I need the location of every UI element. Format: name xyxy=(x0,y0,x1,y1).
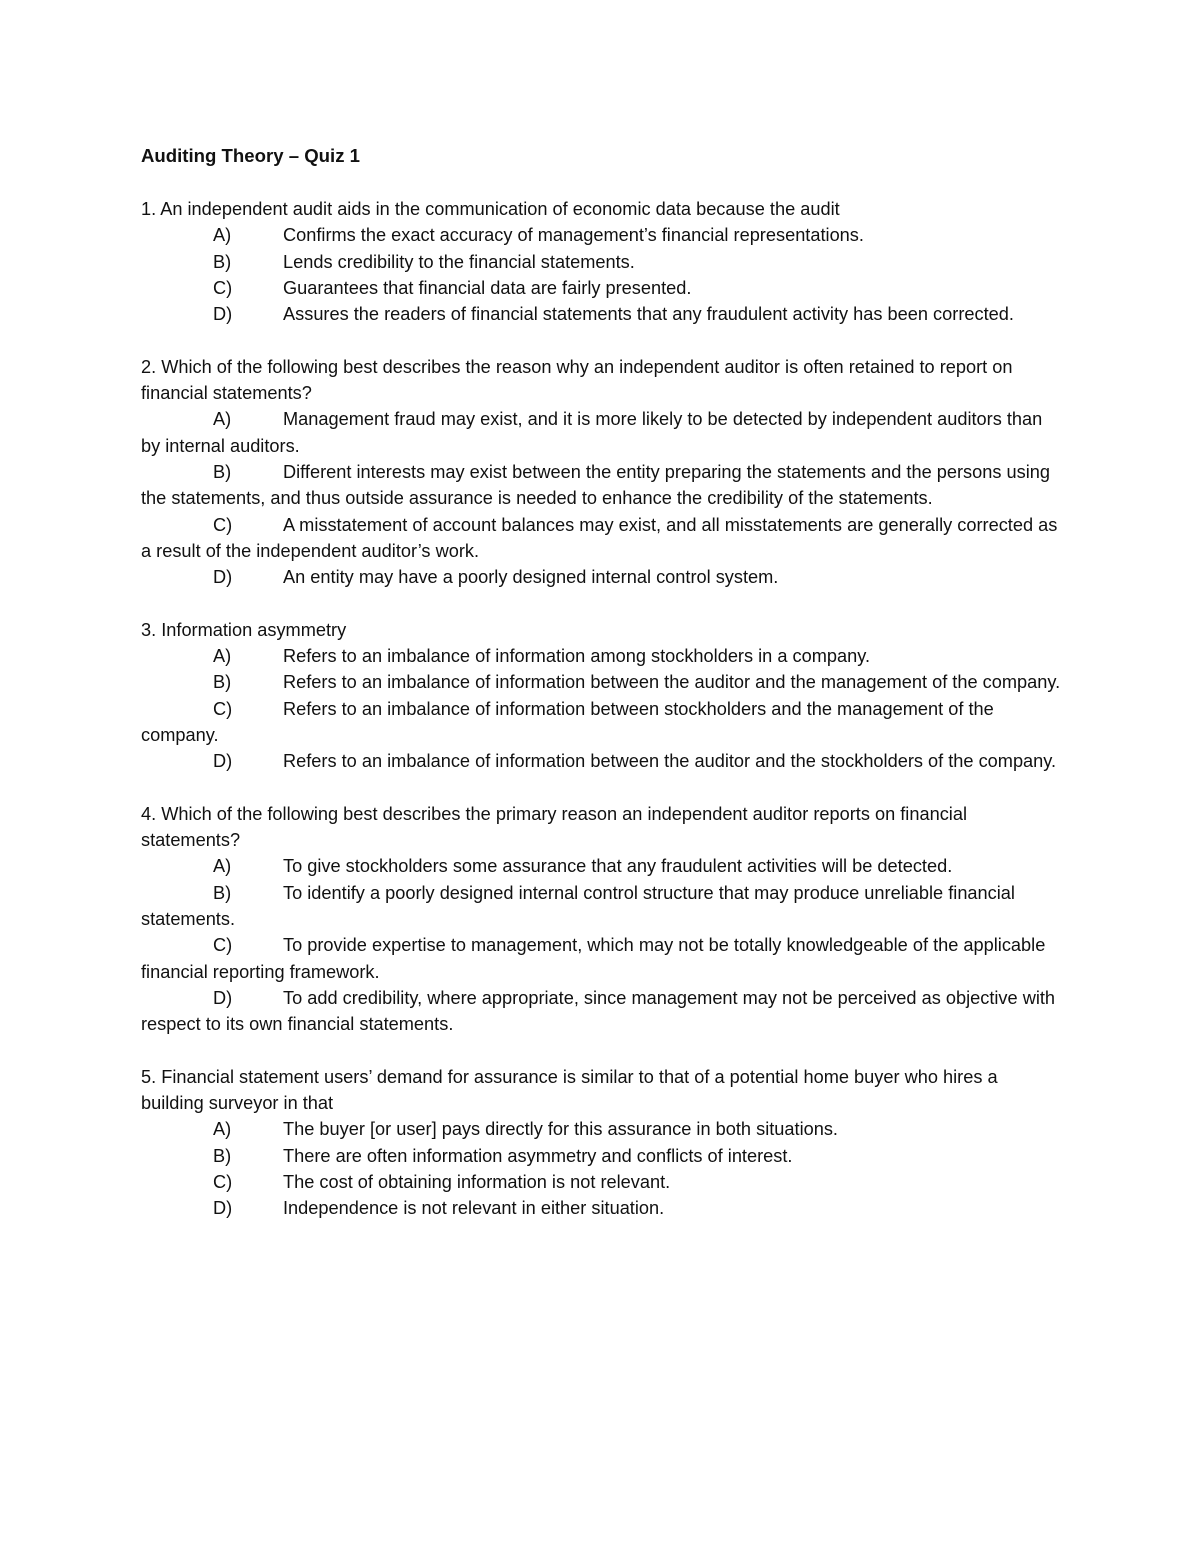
answer-option xyxy=(141,748,1061,774)
question-4 xyxy=(141,801,1061,1038)
answer-option xyxy=(141,406,1061,459)
question-stem: 3. Information asymmetry xyxy=(141,619,347,640)
option-text: To identify a poorly designed internal control structure that may produce unreliable financial statements. xyxy=(141,882,1015,930)
answer-option xyxy=(141,1195,1061,1221)
option-letter: B) xyxy=(213,251,232,272)
question-list xyxy=(141,196,1061,1222)
question-stem: 1. An independent audit aids in the communication of economic data because the audit xyxy=(141,199,840,219)
option-letter: C) xyxy=(213,514,233,535)
option-text: Guarantees that financial data are fairly presented. xyxy=(283,277,692,298)
option-text: An entity may have a poorly designed internal control system. xyxy=(283,567,779,588)
option-letter: B) xyxy=(213,672,232,693)
option-text: Independence is not relevant in either situation. xyxy=(283,1198,665,1219)
option-letter: A) xyxy=(213,856,232,877)
option-text: There are often information asymmetry and conflicts of interest. xyxy=(283,1145,793,1166)
answer-option xyxy=(141,696,1061,749)
option-letter: C) xyxy=(213,698,233,719)
answer-option xyxy=(141,853,1061,879)
option-text: Different interests may exist between the entity preparing the statements and the persons using the statements, and thus outside assurance is needed to enhance the credibility of the statements. xyxy=(141,461,1051,509)
page-title: Auditing Theory – Quiz 1 xyxy=(141,145,361,166)
option-letter: A) xyxy=(213,1119,232,1140)
answer-option xyxy=(141,880,1061,933)
option-letter: D) xyxy=(213,567,233,588)
option-letter: A) xyxy=(213,225,232,246)
question-stem: 4. Which of the following best describes the primary reason an independent auditor reports on financial statements? xyxy=(141,803,967,851)
answer-option xyxy=(141,932,1061,985)
answer-option xyxy=(141,249,1061,275)
question-2 xyxy=(141,354,1061,591)
option-text: Assures the readers of financial statements that any fraudulent activity has been corrected. xyxy=(283,304,1014,325)
option-text: To provide expertise to management, which may not be totally knowledgeable of the applicable financial reporting framework. xyxy=(141,935,1046,982)
option-text: Lends credibility to the financial statements. xyxy=(283,251,635,272)
option-text: A misstatement of account balances may exist, and all misstatements are generally corrected as a result of the independent auditor’s work. xyxy=(141,514,1058,561)
option-letter: C) xyxy=(213,1171,233,1192)
option-letter: D) xyxy=(213,987,233,1008)
option-text: To add credibility, where appropriate, since management may not be perceived as objective with respect to its own financial statements. xyxy=(141,987,1056,1035)
option-text: Confirms the exact accuracy of management’s financial representations. xyxy=(283,225,864,246)
option-text: Refers to an imbalance of information between the auditor and the management of the company. xyxy=(283,672,1061,693)
option-letter: A) xyxy=(213,646,232,667)
answer-option xyxy=(141,459,1061,512)
answer-option xyxy=(141,1143,1061,1169)
option-text: Management fraud may exist, and it is more likely to be detected by independent auditors than by internal auditors. xyxy=(141,409,1043,456)
answer-option xyxy=(141,301,1061,327)
option-text: The cost of obtaining information is not relevant. xyxy=(283,1171,671,1192)
question-5 xyxy=(141,1064,1061,1222)
option-text: The buyer [or user] pays directly for this assurance in both situations. xyxy=(283,1119,838,1140)
answer-option xyxy=(141,1169,1061,1195)
option-letter: C) xyxy=(213,935,233,956)
answer-option xyxy=(141,1116,1061,1142)
option-letter: B) xyxy=(213,1145,232,1166)
answer-option xyxy=(141,222,1061,248)
option-letter: D) xyxy=(213,1198,233,1219)
question-stem: 2. Which of the following best describes the reason why an independent auditor is often retained to report on financial statements? xyxy=(141,356,1013,404)
answer-option xyxy=(141,512,1061,565)
document-body xyxy=(141,143,1061,1248)
question-stem: 5. Financial statement users’ demand for assurance is similar to that of a potential home buyer who hires a building surveyor in that xyxy=(141,1066,998,1114)
option-letter: B) xyxy=(213,461,232,482)
option-letter: B) xyxy=(213,882,232,903)
answer-option xyxy=(141,275,1061,301)
answer-option xyxy=(141,669,1061,695)
option-text: Refers to an imbalance of information among stockholders in a company. xyxy=(283,646,871,667)
question-1 xyxy=(141,196,1061,327)
option-text: Refers to an imbalance of information between the auditor and the stockholders of the company. xyxy=(283,751,1057,772)
option-letter: D) xyxy=(213,751,233,772)
answer-option xyxy=(141,985,1061,1038)
answer-option xyxy=(141,564,1061,590)
option-text: To give stockholders some assurance that any fraudulent activities will be detected. xyxy=(283,856,953,877)
question-3 xyxy=(141,617,1061,775)
option-letter: A) xyxy=(213,409,232,430)
answer-option xyxy=(141,643,1061,669)
option-text: Refers to an imbalance of information between stockholders and the management of the company. xyxy=(141,698,994,745)
option-letter: D) xyxy=(213,304,233,325)
option-letter: C) xyxy=(213,277,233,298)
